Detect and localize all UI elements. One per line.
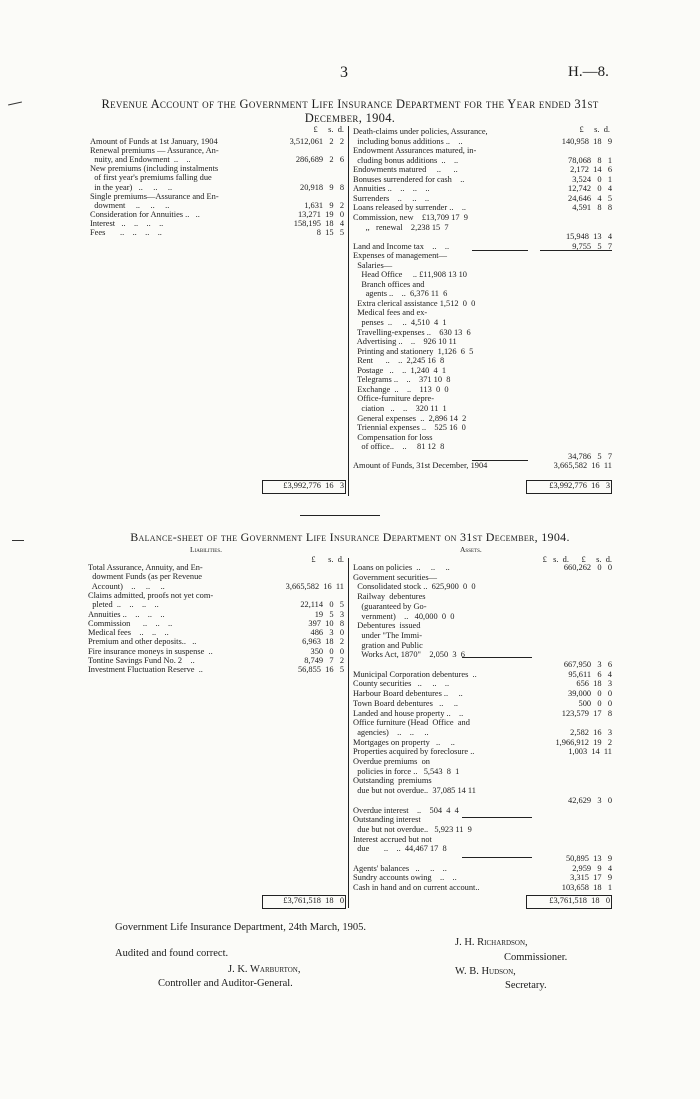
liability-label: Account) .. .. .. <box>88 581 165 591</box>
revenue-payment-label: Medical fees and ex- <box>353 308 428 318</box>
asset-amount: 660,262 0 0 <box>563 563 612 572</box>
page-number: 3 <box>340 64 348 81</box>
revenue-receipt-label: Amount of Funds at 1st January, 1904 <box>90 137 218 146</box>
asset-amount: 1,003 14 11 <box>568 747 612 757</box>
asset-amount: 103,658 18 1 <box>561 883 612 893</box>
asset-amount: 1,966,912 19 2 <box>555 737 612 747</box>
asset-label: Government securities— <box>353 572 437 582</box>
revenue-payment-amount: 9,755 5 7 <box>572 241 612 251</box>
secretary-name: W. B. Hudson, <box>455 966 516 977</box>
asset-label: Debentures issued <box>353 621 421 631</box>
revenue-payment-label: Expenses of management— <box>353 251 447 261</box>
revenue-divider <box>348 126 349 496</box>
liabilities-heading: Liabilities. <box>190 545 223 554</box>
revenue-payment-label: Printing and stationery 1,126 6 5 <box>353 346 474 356</box>
revenue-payment-label: Postage .. .. 1,240 4 1 <box>353 365 447 375</box>
audit-statement: Audited and found correct. <box>115 948 229 959</box>
asset-amount: 42,629 3 0 <box>568 795 612 805</box>
asset-label: agencies) .. .. .. <box>353 727 429 737</box>
asset-amount: 3,315 17 9 <box>570 873 612 883</box>
date-line: Government Life Insurance Department, 24th March, 1905. <box>115 922 367 933</box>
subtotal-rule <box>462 657 532 658</box>
liability-label: Total Assurance, Annuity, and En- <box>88 563 203 572</box>
revenue-payment-label: Compensation for loss <box>353 432 433 442</box>
asset-label: vernment) .. 40,000 0 0 <box>353 611 455 621</box>
revenue-payment-label: General expenses .. 2,896 14 2 <box>353 413 467 423</box>
liability-label: dowment Funds (as per Revenue <box>88 572 202 582</box>
revenue-receipt-label: of first year's premiums falling due <box>90 173 212 183</box>
revenue-receipt-label: Single premiums—Assurance and En- <box>90 191 219 201</box>
revenue-payment-label: Annuities .. .. .. .. <box>353 184 430 194</box>
revenue-payment-label: including bonus additions .. .. <box>353 136 463 146</box>
asset-label: County securities .. .. .. <box>353 679 450 689</box>
revenue-payment-label: penses .. .. 4,510 4 1 <box>353 318 447 327</box>
revenue-payment-label: Telegrams .. .. 371 10 8 <box>353 375 451 385</box>
balance-total-right: £3,761,518 18 0 <box>549 896 610 905</box>
revenue-payment-amount: 4,591 8 8 <box>572 203 612 213</box>
asset-label: Overdue premiums on <box>353 757 430 766</box>
asset-label: Harbour Board debentures .. .. <box>353 689 463 699</box>
margin-mark <box>8 102 22 106</box>
revenue-payment-label: of office.. .. 81 12 8 <box>353 442 445 452</box>
revenue-total-left: £3,992,776 16 3 <box>283 481 344 490</box>
liability-label: pleted .. .. .. .. <box>88 600 159 610</box>
balance-left-header: £ s. d. <box>311 555 344 564</box>
liability-label: Fire insurance moneys in suspense .. <box>88 646 213 656</box>
liability-amount: 22,114 0 5 <box>300 600 344 610</box>
revenue-receipt-amount: 1,631 9 2 <box>304 200 344 210</box>
asset-amount: 50,895 13 9 <box>565 854 612 863</box>
asset-label: Sundry accounts owing .. .. <box>353 873 457 883</box>
revenue-payment-amount: 12,742 0 4 <box>568 184 612 194</box>
liability-amount: 350 0 0 <box>310 646 344 656</box>
parliamentary-ref: H.—8. <box>568 64 609 80</box>
revenue-payment-label: Surrenders .. .. .. <box>353 193 430 203</box>
revenue-receipt-amount: 8 15 5 <box>316 228 344 237</box>
revenue-receipt-amount: 158,195 18 4 <box>293 218 344 228</box>
auditor-name: J. K. Warburton, <box>228 964 301 975</box>
asset-label: Office furniture (Head Office and <box>353 718 470 728</box>
asset-label: Outstanding premiums <box>353 776 432 786</box>
revenue-payment-label: Endowments matured .. .. <box>353 165 458 175</box>
revenue-payment-amount: 15,948 13 4 <box>565 232 612 242</box>
asset-label: Outstanding interest <box>353 815 421 825</box>
asset-label: due but not overdue.. 37,085 14 11 <box>353 786 476 796</box>
liability-amount: 56,855 16 5 <box>297 665 344 675</box>
revenue-payment-label: Triennial expenses .. 525 16 0 <box>353 423 466 433</box>
margin-mark <box>12 540 24 541</box>
balance-title: Balance-sheet of the Government Life Insurance Department on 31st December, 1904. <box>130 530 570 544</box>
revenue-receipt-amount: 20,918 9 8 <box>300 182 344 192</box>
asset-label: Railway debentures <box>353 592 426 602</box>
asset-label: Mortgages on property .. .. <box>353 737 455 747</box>
revenue-payment-label: Land and Income tax .. .. <box>353 241 450 251</box>
revenue-receipt-label: nuity, and Endowment .. .. <box>90 155 191 165</box>
revenue-receipt-label: Consideration for Annuities .. .. <box>90 209 200 219</box>
revenue-payment-amount: 3,665,582 16 11 <box>553 461 612 471</box>
subtotal-rule <box>462 857 532 858</box>
revenue-receipt-amount: 13,271 19 0 <box>297 209 344 219</box>
liability-label: Commission .. .. .. <box>88 618 173 628</box>
liability-amount: 19 5 3 <box>314 609 344 619</box>
liability-amount: 8,749 7 2 <box>304 656 344 665</box>
liability-label: Claims admitted, proofs not yet com- <box>88 590 214 600</box>
revenue-payment-label: Extra clerical assistance 1,512 0 0 <box>353 298 476 308</box>
revenue-title: Revenue Account of the Government Life Insurance Department for the Year ended 31st December, 1904. <box>101 97 599 125</box>
revenue-payment-amount: 34,786 5 7 <box>568 451 612 461</box>
asset-amount: 39,000 0 0 <box>568 689 612 699</box>
revenue-left-header: £ s. d. <box>313 125 344 134</box>
revenue-payment-label: agents .. .. 6,376 11 6 <box>353 289 448 299</box>
liability-amount: 6,963 18 2 <box>302 637 344 647</box>
liability-amount: 3,665,582 16 11 <box>285 581 344 591</box>
revenue-payment-amount: 24,646 4 5 <box>568 193 612 203</box>
revenue-receipt-label: New premiums (including instalments <box>90 164 219 174</box>
subtotal-rule <box>540 250 612 251</box>
revenue-payment-label: Office-furniture depre- <box>353 394 434 404</box>
revenue-payment-label: Loans released by surrender .. .. <box>353 203 467 213</box>
asset-label: policies in force .. 5,543 8 1 <box>353 766 460 776</box>
asset-label: Cash in hand and on current account.. <box>353 883 480 893</box>
balance-right-header: £ s. d. £ s. d. <box>542 555 612 564</box>
revenue-payment-label: Travelling-expenses .. 630 13 6 <box>353 327 471 337</box>
revenue-right-header: £ s. d. <box>579 125 610 134</box>
asset-label: Consolidated stock .. 625,900 0 0 <box>353 582 476 592</box>
asset-amount: 123,579 17 8 <box>561 708 612 718</box>
revenue-payment-label: cluding bonus additions .. .. <box>353 155 459 165</box>
revenue-payment-label: Exchange .. .. 113 0 0 <box>353 384 449 394</box>
revenue-payment-amount: 3,524 0 1 <box>572 174 612 184</box>
section-divider <box>300 515 380 516</box>
asset-amount: 2,959 9 4 <box>572 863 612 873</box>
asset-label: (guaranteed by Go- <box>353 601 427 611</box>
liability-label: Medical fees .. .. .. <box>88 628 169 638</box>
revenue-payment-label: Head Office .. £11,908 13 10 <box>353 270 467 280</box>
auditor-title: Controller and Auditor-General. <box>158 978 293 989</box>
revenue-receipt-label: in the year) .. .. .. <box>90 182 173 192</box>
liability-amount: 397 10 8 <box>308 618 344 628</box>
revenue-receipt-label: Renewal premiums — Assurance, An- <box>90 146 219 156</box>
revenue-receipt-label: dowment .. .. .. <box>90 200 170 210</box>
asset-label: Town Board debentures .. .. <box>353 698 459 708</box>
assets-heading: Assets. <box>460 545 482 554</box>
revenue-receipt-label: Interest .. .. .. .. <box>90 218 164 228</box>
asset-amount: 95,611 6 4 <box>568 669 612 679</box>
asset-amount: 667,950 3 6 <box>563 660 612 669</box>
balance-total-left: £3,761,518 18 0 <box>283 896 344 905</box>
liability-amount: 486 3 0 <box>310 628 344 638</box>
commissioner-name: J. H. Richardson, <box>455 937 528 948</box>
asset-label: Loans on policies .. .. .. <box>353 563 450 572</box>
revenue-payment-label: Endowment Assurances matured, in- <box>353 146 477 156</box>
revenue-payment-amount: 140,958 18 9 <box>561 136 612 146</box>
asset-amount: 656 18 3 <box>576 679 612 689</box>
revenue-payment-label: Amount of Funds, 31st December, 1904 <box>353 461 488 471</box>
liability-label: Annuities .. .. .. .. <box>88 609 165 619</box>
liability-label: Premium and other deposits.. .. <box>88 637 197 647</box>
revenue-payment-label: ,, renewal 2,238 15 7 <box>353 222 449 232</box>
revenue-payment-label: Advertising .. .. 926 10 11 <box>353 337 457 347</box>
subtotal-rule <box>472 250 528 251</box>
revenue-receipt-amount: 3,512,061 2 2 <box>289 137 344 146</box>
asset-amount: 2,582 16 3 <box>570 727 612 737</box>
revenue-payment-label: ciation .. .. 320 11 1 <box>353 403 447 413</box>
revenue-receipt-label: Fees .. .. .. .. <box>90 228 162 237</box>
revenue-total-right: £3,992,776 16 3 <box>549 481 610 490</box>
balance-divider <box>348 558 349 908</box>
subtotal-rule <box>472 460 528 461</box>
revenue-payment-amount: 78,068 8 1 <box>568 155 612 165</box>
asset-label: Agents' balances .. .. .. <box>353 863 447 873</box>
revenue-payment-amount: 2,172 14 6 <box>570 165 612 175</box>
revenue-receipt-amount: 286,689 2 6 <box>295 155 344 165</box>
asset-label: Works Act, 1870" 2,050 3 6 <box>353 650 465 660</box>
revenue-payment-label: Rent .. .. 2,245 16 8 <box>353 356 445 366</box>
asset-label: Properties acquired by foreclosure .. <box>353 747 475 757</box>
asset-label: Interest accrued but not <box>353 834 432 844</box>
asset-amount: 500 0 0 <box>578 698 612 708</box>
asset-label: Overdue interest .. 504 4 4 <box>353 805 459 815</box>
revenue-payment-label: Commission, new £13,709 17 9 <box>353 212 468 222</box>
subtotal-rule <box>462 817 532 818</box>
commissioner-title: Commissioner. <box>504 952 568 963</box>
asset-label: due but not overdue.. 5,923 11 9 <box>353 824 472 834</box>
asset-label: Municipal Corporation debentures .. <box>353 669 477 679</box>
asset-label: gration and Public <box>353 640 423 650</box>
revenue-payment-label: Branch offices and <box>353 279 425 289</box>
asset-label: due .. .. 44,467 17 8 <box>353 844 447 854</box>
asset-label: under "The Immi- <box>353 630 423 640</box>
revenue-payment-label: Death-claims under policies, Assurance, <box>353 127 488 136</box>
revenue-payment-label: Bonuses surrendered for cash .. <box>353 174 465 184</box>
revenue-payment-label: Salaries— <box>353 260 393 270</box>
asset-label: Landed and house property .. .. <box>353 708 464 718</box>
liability-label: Tontine Savings Fund No. 2 .. <box>88 656 195 665</box>
secretary-title: Secretary. <box>505 980 547 991</box>
liability-label: Investment Fluctuation Reserve .. <box>88 665 203 675</box>
